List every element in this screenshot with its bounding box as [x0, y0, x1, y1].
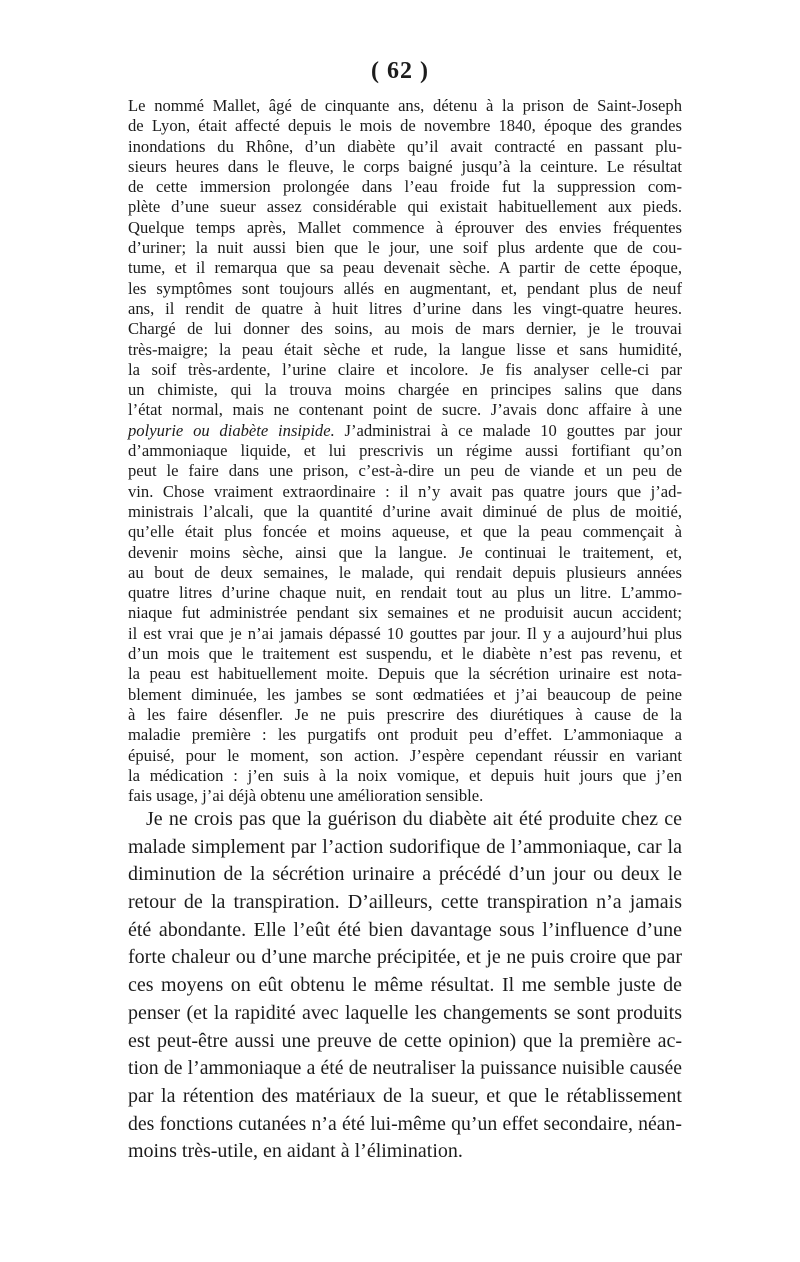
text-line: l’état normal, mais ne contenant point de sucre. J’avais donc affaire à une	[128, 400, 682, 420]
text-line: quatre litres d’urine chaque nuit, en rendait tout au plus un litre. L’ammo-	[128, 583, 682, 603]
text-line: les symptômes sont toujours allés en augmentant, et, pendant plus de neuf	[128, 278, 682, 298]
text-line: la peau est habituellement moite. Depuis que la sécrétion urinaire est nota-	[128, 664, 682, 684]
text-line: épuisé, pour le moment, son action. J’espère cependant réussir en variant	[128, 745, 682, 765]
text-line: niaque fut administrée pendant six semaines et ne produisit aucun accident;	[128, 603, 682, 623]
text-line: très-maigre; la peau était sèche et rude, la langue lisse et sans humidité,	[128, 339, 682, 359]
text-line: d’uriner; la nuit aussi bien que le jour, une soif plus ardente que de cou-	[128, 238, 682, 258]
commentary-paragraph	[128, 806, 682, 1166]
text-line: blement diminuée, les jambes se sont œdmatiées et j’ai beaucoup de peine	[128, 684, 682, 704]
text-line: malade simplement par l’action sudorifique de l’ammoniaque, car la	[128, 835, 682, 858]
text-line: tume, et il remarqua que sa peau devenait sèche. A partir de cette époque,	[128, 258, 682, 278]
text-line: tion de l’ammoniaque a été de neutraliser la puissance nuisible causée	[128, 1057, 682, 1080]
text-line: Je ne crois pas que la guérison du diabète ait été produite chez ce	[146, 808, 682, 830]
text-line: forte chaleur ou d’une marche précipitée, et je ne puis croire que par	[128, 946, 682, 969]
page-number: ( 62 )	[371, 58, 429, 84]
text-line: fais usage, j’ai déjà obtenu une amélioration sensible.	[128, 786, 484, 806]
text-line: est peut-être aussi une preuve de cette opinion) que la première ac-	[128, 1029, 682, 1052]
case-report-paragraph	[128, 96, 682, 806]
text-line: qu’elle était plus foncée et moins aqueuse, et que la peau commençait à	[128, 522, 682, 542]
text-line: sieurs heures dans le fleuve, le corps baigné jusqu’à la ceinture. Le résultat	[128, 156, 682, 176]
text-line: Chargé de lui donner des soins, au mois de mars dernier, je le trouvai	[128, 319, 682, 339]
text-line: au bout de deux semaines, le malade, qui rendait depuis plusieurs années	[128, 562, 682, 582]
text-line: devenir moins sèche, ainsi que la langue. Je continuai le traitement, et,	[128, 542, 682, 562]
text-line: penser (et la rapidité avec laquelle les changements se sont produits	[128, 1001, 682, 1024]
text-line: de Lyon, était affecté depuis le mois de novembre 1840, époque des grandes	[128, 116, 682, 136]
text-line: ministrais l’alcali, que la quantité d’urine avait diminué de plus de moitié,	[128, 501, 682, 521]
text-line: d’un mois que le traitement est suspendu, et le diabète n’est pas revenu, et	[128, 644, 682, 664]
text-line: de cette immersion prolongée dans l’eau froide fut la suppression com-	[128, 177, 682, 197]
text-line: d’ammoniaque liquide, et lui prescrivis un régime aussi fortifiant qu’on	[128, 441, 682, 461]
text-line: maladie première : les purgatifs ont produit peu d’effet. L’ammoniaque a	[128, 725, 682, 745]
text-line: à les faire désenfler. Je ne puis prescrire des diurétiques à cause de la	[128, 704, 682, 724]
text-line: Le nommé Mallet, âgé de cinquante ans, détenu à la prison de Saint-Joseph	[128, 96, 682, 115]
text-line: retour de la transpiration. D’ailleurs, cette transpiration n’a jamais	[128, 891, 682, 914]
text-line: ces moyens on eût obtenu le même résultat. Il me semble juste de	[128, 974, 682, 997]
text-line: des fonctions cutanées n’a été lui-même qu’un effet secondaire, néan-	[128, 1112, 682, 1135]
text-line: la soif très-ardente, l’urine claire et incolore. Je fis analyser celle-ci par	[128, 359, 682, 379]
text-line: la médication : j’en suis à la noix vomique, et depuis huit jours que j’en	[128, 765, 682, 785]
text-line: plète d’une sueur assez considérable qui existait habituellement aux pieds.	[128, 197, 682, 217]
text-line: inondations du Rhône, d’un diabète qu’il avait contracté en passant plu-	[128, 136, 682, 156]
text-line: moins très-utile, en aidant à l’élimination.	[128, 1140, 463, 1163]
text-line: par la rétention des matériaux de la sueur, et que le rétablissement	[128, 1084, 682, 1107]
text-line: ans, il rendit de quatre à huit litres d’urine dans les vingt-quatre heures.	[128, 298, 682, 318]
text-line: peut le faire dans une prison, c’est-à-dire un peu de viande et un peu de	[128, 461, 682, 481]
text-line: vin. Chose vraiment extraordinaire : il n’y avait pas quatre jours que j’ad-	[128, 481, 682, 501]
text-line: il est vrai que je n’ai jamais dépassé 10 gouttes par jour. Il y a aujourd’hui plus	[128, 623, 682, 643]
text-line: Quelque temps après, Mallet commence à éprouver des envies fréquentes	[128, 217, 682, 237]
text-line-with-italic: polyurie ou diabète insipide. J’administrai à ce malade 10 gouttes par jour	[128, 420, 683, 440]
italic-term: polyurie ou diabète insipide.	[128, 420, 335, 440]
text-line: diminution de la sécrétion urinaire a précédé d’un jour ou deux le	[128, 863, 682, 886]
text-line: un chimiste, qui la trouva moins chargée en principes salins que dans	[128, 380, 682, 400]
text-line: été abondante. Elle l’eût été bien davantage sous l’influence d’une	[128, 918, 682, 941]
